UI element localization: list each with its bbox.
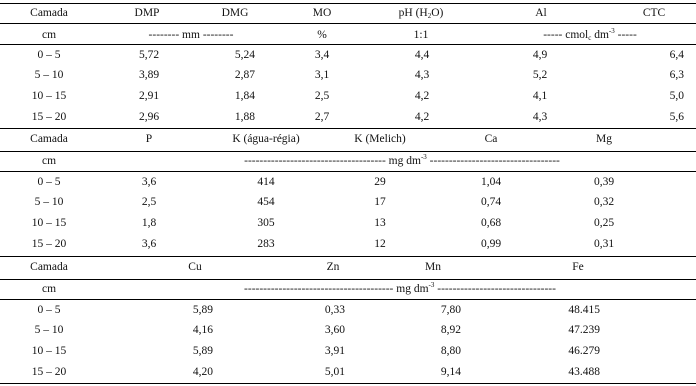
unit-depth: cm (41, 155, 57, 167)
zn-cell: 3,91 (324, 345, 345, 357)
ca-cell: 1,04 (480, 176, 502, 188)
k-melich-cell: 17 (374, 196, 386, 208)
mn-cell: 8,92 (440, 324, 461, 336)
header-ctc: CTC (642, 7, 666, 19)
cu-cell: 4,16 (192, 324, 213, 336)
k-agua-regia-cell: 305 (257, 217, 275, 229)
header-al: Al (535, 7, 547, 19)
fe-cell: 47.239 (568, 324, 600, 336)
k-melich-cell: 12 (374, 238, 386, 250)
al-cell: 5,2 (532, 69, 548, 81)
mg-cell: 0,31 (593, 238, 615, 250)
unit-mg-dm3: ------------------------------------- mg $dm^{-3}$ ---------------------------------- (244, 153, 560, 167)
al-cell: 4,1 (532, 90, 548, 102)
depth-cell: 0 – 5 (37, 176, 61, 188)
k-melich-cell: 29 (374, 176, 386, 188)
header-mg: Mg (596, 133, 612, 145)
dmp-cell: 5,72 (138, 49, 160, 61)
mo-cell: 2,5 (314, 90, 330, 102)
mg-cell: 0,25 (593, 217, 615, 229)
mo-cell: 3,4 (314, 49, 330, 61)
fe-cell: 48.415 (568, 304, 600, 316)
depth-cell: 15 – 20 (31, 111, 67, 123)
rule-top (0, 3, 696, 4)
mn-cell: 8,80 (440, 345, 461, 357)
dmp-cell: 2,96 (138, 111, 160, 123)
p-cell: 3,6 (141, 238, 157, 250)
ph-cell: 4,2 (414, 90, 430, 102)
unit-depth: cm (41, 283, 57, 295)
rule (0, 256, 696, 257)
k-melich-cell: 13 (374, 217, 386, 229)
header-k-melich: K (Melich) (354, 133, 406, 145)
al-cell: 4,3 (532, 111, 548, 123)
depth-cell: 10 – 15 (31, 217, 67, 229)
depth-cell: 10 – 15 (31, 345, 67, 357)
ca-cell: 0,68 (480, 217, 502, 229)
ca-cell: 0,99 (480, 238, 502, 250)
depth-cell: 0 – 5 (37, 304, 61, 316)
unit-mm: -------- mm -------- (148, 29, 234, 41)
dmg-cell: 5,24 (234, 49, 255, 61)
header-ca: Ca (484, 133, 498, 145)
rule-bottom (0, 383, 696, 384)
header-camada: Camada (30, 7, 68, 19)
header-zn: Zn (326, 261, 340, 273)
cu-cell: 5,89 (192, 345, 213, 357)
depth-cell: 15 – 20 (31, 366, 67, 378)
mo-cell: 3,1 (314, 69, 330, 81)
k-agua-regia-cell: 414 (257, 176, 275, 188)
ctc-cell: 5,0 (669, 90, 684, 102)
cu-cell: 4,20 (192, 366, 213, 378)
header-fe: Fe (572, 261, 584, 273)
zn-cell: 3,60 (324, 324, 345, 336)
mn-cell: 7,80 (440, 304, 461, 316)
mg-cell: 0,39 (593, 176, 615, 188)
ph-cell: 4,4 (414, 49, 430, 61)
header-mo: MO (312, 7, 332, 19)
header-p: P (145, 133, 153, 145)
depth-cell: 5 – 10 (34, 69, 64, 81)
unit-depth: cm (41, 29, 57, 41)
header-cu: Cu (188, 261, 202, 273)
header-dmp: DMP (134, 7, 160, 19)
unit-cmolc: ----- cmol$_c$ $dm^{-3}$ ----- (543, 27, 637, 42)
rule (0, 279, 696, 280)
rule (0, 151, 696, 152)
unit-percent: % (317, 29, 327, 41)
dmg-cell: 1,88 (234, 111, 255, 123)
ctc-cell: 6,4 (669, 49, 684, 61)
depth-cell: 5 – 10 (34, 196, 64, 208)
zn-cell: 0,33 (324, 304, 345, 316)
dmg-cell: 2,87 (234, 69, 255, 81)
depth-cell: 10 – 15 (31, 90, 67, 102)
k-agua-regia-cell: 454 (257, 196, 275, 208)
p-cell: 1,8 (141, 217, 157, 229)
ph-cell: 4,2 (414, 111, 430, 123)
mg-cell: 0,32 (593, 196, 615, 208)
ph-cell: 4,3 (414, 69, 430, 81)
dmg-cell: 1,84 (234, 90, 255, 102)
header-camada: Camada (30, 261, 68, 273)
dmp-cell: 3,89 (138, 69, 160, 81)
rule (0, 44, 696, 45)
mo-cell: 2,7 (314, 111, 330, 123)
ca-cell: 0,74 (480, 196, 502, 208)
ctc-cell: 6,3 (669, 69, 684, 81)
rule (0, 171, 696, 172)
p-cell: 3,6 (141, 176, 157, 188)
unit-ratio: 1:1 (413, 29, 429, 41)
unit-mg-dm3: --------------------------------------- mg $dm^{-3}$ ------------------------------- (244, 281, 556, 295)
depth-cell: 0 – 5 (37, 49, 61, 61)
rule (0, 299, 696, 300)
ctc-cell: 5,6 (669, 111, 684, 123)
header-ph: pH $(H_2O)$ (398, 7, 444, 20)
rule (0, 23, 696, 24)
depth-cell: 15 – 20 (31, 238, 67, 250)
header-dmg: DMG (221, 7, 249, 19)
header-mn: Mn (425, 261, 441, 273)
header-camada: Camada (30, 133, 68, 145)
fe-cell: 43.488 (568, 366, 600, 378)
cu-cell: 5,89 (192, 304, 213, 316)
depth-cell: 5 – 10 (34, 324, 64, 336)
header-k-agua-regia: K (água-régia) (232, 133, 300, 145)
p-cell: 2,5 (141, 196, 157, 208)
dmp-cell: 2,91 (138, 90, 160, 102)
zn-cell: 5,01 (324, 366, 345, 378)
al-cell: 4,9 (532, 49, 548, 61)
k-agua-regia-cell: 283 (257, 238, 275, 250)
mn-cell: 9,14 (440, 366, 461, 378)
fe-cell: 46.279 (568, 345, 600, 357)
rule (0, 128, 696, 129)
